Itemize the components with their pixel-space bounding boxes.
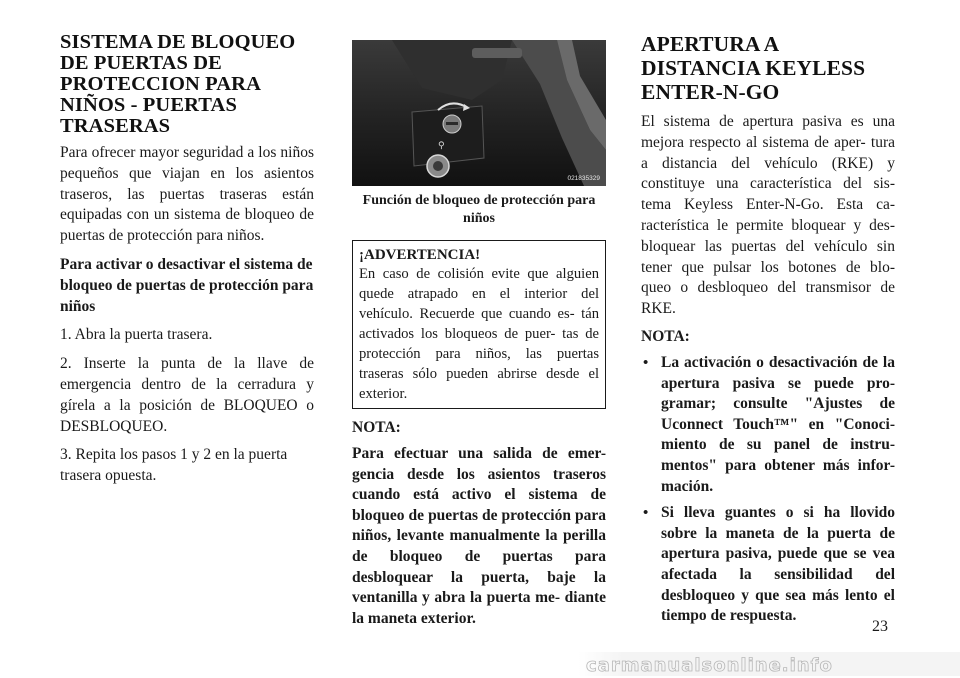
note-bullet	[641, 503, 895, 627]
step-1: 1. Abra la puerta trasera.	[60, 326, 213, 344]
warning-title: ¡ADVERTENCIA!	[359, 247, 481, 263]
child-lock-photo	[352, 40, 606, 186]
keyless-intro: El sistema de apertura pasiva es una mejora respecto al sistema de aper- tura a distancia del vehículo (RKE) y constituye una característica del sis- tema Keyless Enter-N-Go. Esta ca- racterística le permite bloquear y des- bloquear las puertas del vehículo sin tener que pulsar los botones de blo- queo o desbloqueo del transmisor de RKE.	[641, 113, 895, 318]
warning-text: En caso de colisión evite que alguien quede atrapado en el interior del vehículo. Recuerde que cuando es- tán activados los bloqueos de puer- tas de protección para niños, las puertas traseras sólo pueden abrirse desde el exterior.	[359, 266, 599, 402]
watermark-logo	[578, 652, 960, 676]
step-3: 3. Repita los pasos 1 y 2 en la puerta trasera opuesta.	[60, 446, 288, 485]
bullet-icon: •	[643, 354, 649, 371]
note-label: NOTA:	[352, 419, 401, 436]
column-right	[641, 32, 895, 633]
column-left	[60, 32, 314, 495]
section-heading-keyless: APERTURA A DISTANCIA KEYLESS ENTER-N-GO	[641, 32, 866, 104]
svg-text:⚲: ⚲	[438, 141, 445, 151]
note-label-keyless: NOTA:	[641, 327, 690, 345]
warning-box	[352, 240, 606, 409]
intro-paragraph: Para ofrecer mayor seguridad a los niños pequeños que viajan en los asientos traseros, las puertas traseras están equipadas con un sistema de bloqueo de puertas de protección para niños.	[60, 144, 314, 245]
note-bullet	[641, 353, 895, 497]
bullet-icon: •	[643, 505, 649, 522]
figure-number: 021835329	[567, 175, 600, 182]
page-number: 23	[872, 618, 888, 635]
subheading-activate: Para activar o desactivar el sistema de bloqueo de puertas de protección para niños	[60, 255, 314, 315]
column-middle	[352, 40, 606, 637]
watermark-text: carmanualsonline.info	[586, 655, 833, 676]
bullet-text: Si lleva guantes o si ha llovido sobre la maneta de la puerta de apertura pasiva, puede que se vea afectada la sensibilidad del desbloqueo y que sea más lento el tiempo de respuesta.	[661, 504, 895, 625]
note-text: Para efectuar una salida de emer- gencia desde los asientos traseros cuando está activo el sistema de bloqueo de puertas de protección para niños, levante manualmente la perilla de bloqueo de puertas para desbloquear la puerta, baje la ventanilla y abra la puerta me- diante la maneta exterior.	[352, 445, 606, 627]
figure-caption: Función de bloqueo de protección para niños	[362, 193, 596, 226]
bullet-text: La activación o desactivación de la apertura pasiva se puede pro- gramar; consulte "Ajustes de Uconnect Touch™" en "Conoci- miento de su panel de instru- mentos" para obtener más infor- mación.	[661, 353, 895, 495]
note-bullets	[641, 353, 895, 627]
step-2: 2. Inserte la punta de la llave de emergencia dentro de la cerradura y gírela a la posición de BLOQUEO o DESBLOQUEO.	[60, 355, 314, 435]
section-heading-child-locks: SISTEMA DE BLOQUEO DE PUERTAS DE PROTECCION PARA NIÑOS - PUERTAS TRASERAS	[60, 31, 296, 137]
